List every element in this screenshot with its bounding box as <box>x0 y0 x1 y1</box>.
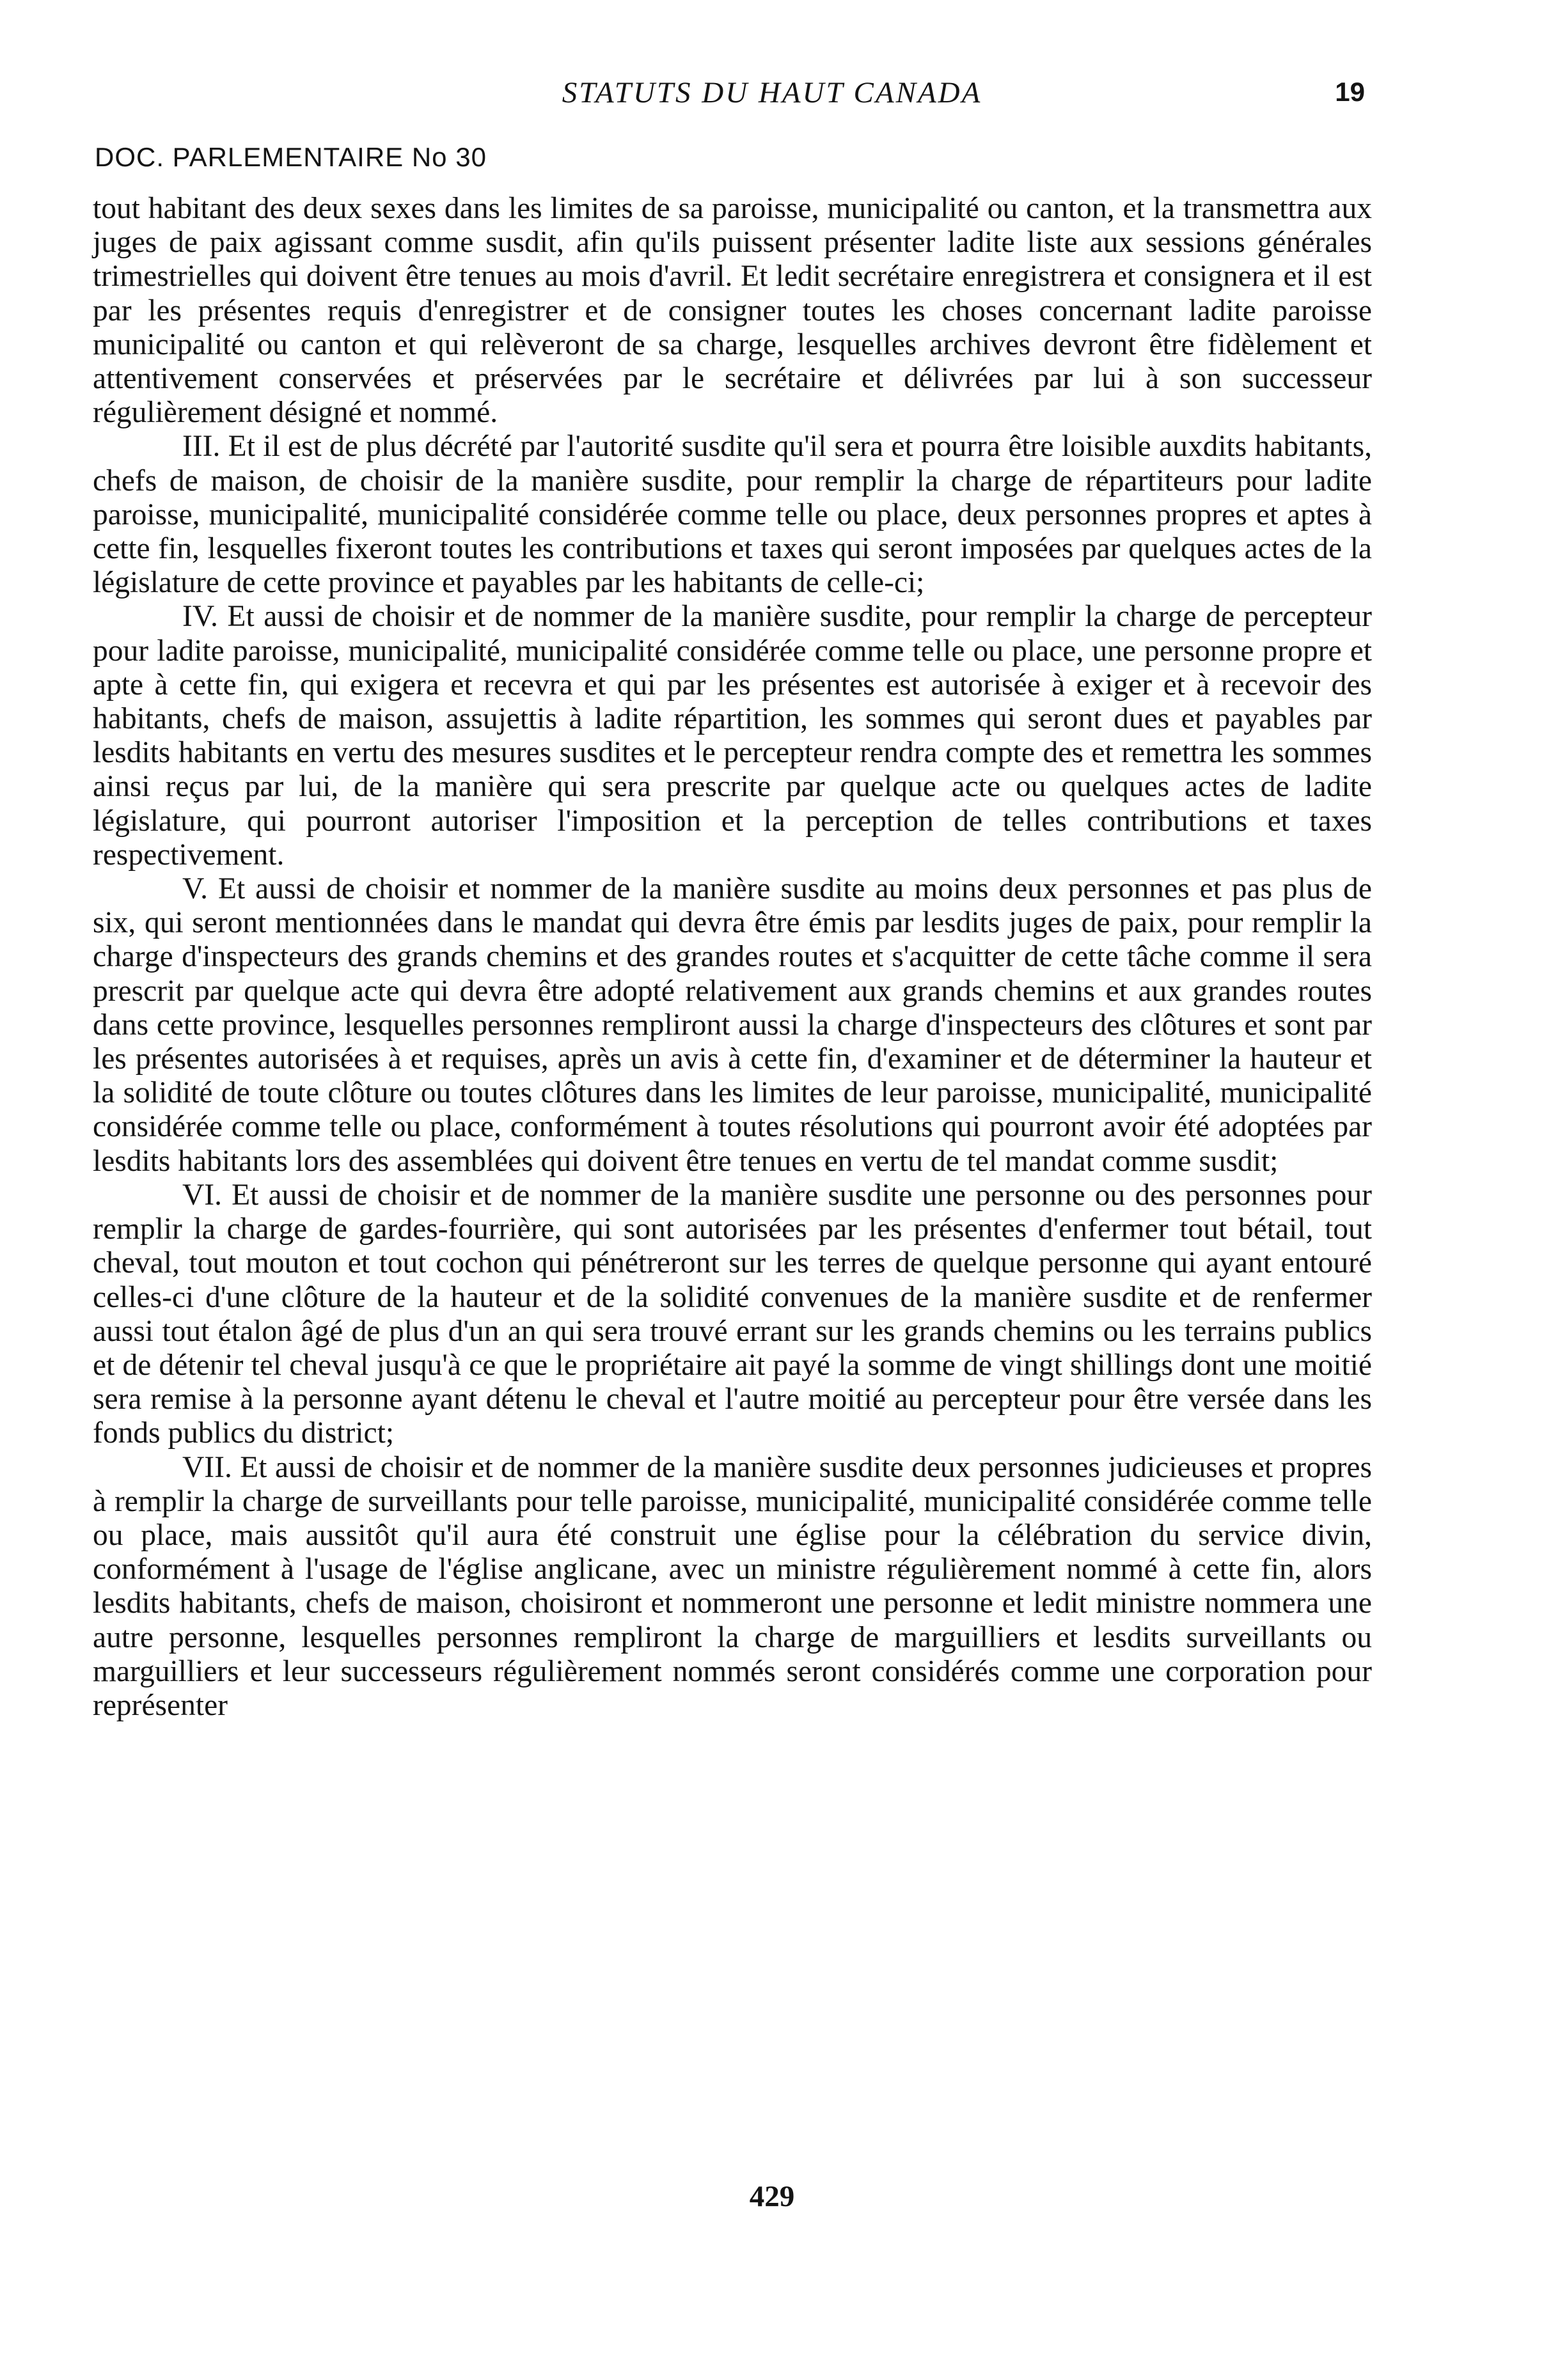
paragraph-continuation: tout habitant des deux sexes dans les limites de sa paroisse, municipalité ou canton, et la transmettra aux juges de paix agissant comme susdit, afin qu'ils puissent présenter ladite liste aux sessions générales trimestrielles qui doivent être tenues au mois d'avril. Et ledit secrétaire enregistrera et consignera et il est par les présentes requis d'enregistrer et de consigner toutes les choses concernant ladite paroisse municipalité ou canton et qui relèveront de sa charge, lesquelles archives devront être fidèlement et attentivement conservées et préservées par le secrétaire et délivrées par lui à son successeur régulièrement désigné et nommé. <box>93 192 1372 430</box>
paragraph-section-iii: III. Et il est de plus décrété par l'autorité susdite qu'il sera et pourra être loisible auxdits habitants, chefs de maison, de choisir de la manière susdite, pour remplir la charge de répartiteurs pour ladite paroisse, municipalité, municipalité considérée comme telle ou place, deux personnes propres et aptes à cette fin, lesquelles fixeront toutes les contributions et taxes qui seront imposées par quelques actes de la législature de cette province et payables par les habitants de celle-ci; <box>93 430 1372 600</box>
paragraph-section-v: V. Et aussi de choisir et nommer de la manière susdite au moins deux personnes et pas plus de six, qui seront mentionnées dans le mandat qui devra être émis par lesdits juges de paix, pour remplir la charge d'inspecteurs des grands chemins et des grandes routes et s'acquitter de cette tâche comme il sera prescrit par quelque acte qui devra être adopté relativement aux grands chemins et aux grandes routes dans cette province, lesquelles personnes rempliront aussi la charge d'inspecteurs des clôtures et sont par les présentes autorisées à et requises, après un avis à cette fin, d'examiner et de déterminer la hauteur et la solidité de toute clôture ou toutes clôtures dans les limites de leur paroisse, municipalité, municipalité considérée comme telle ou place, conformément à toutes résolutions qui pourront avoir été adoptées par lesdits habitants lors des assemblées qui doivent être tenues en vertu de tel mandat comme susdit; <box>93 872 1372 1178</box>
document-reference: DOC. PARLEMENTAIRE No 30 <box>95 142 487 172</box>
page-number-bottom: 429 <box>749 2180 795 2213</box>
paragraph-section-vi: VI. Et aussi de choisir et de nommer de la manière susdite une personne ou des personnes pour remplir la charge de gardes-fourrière, qui sont autorisées par les présentes d'enfermer tout bétail, tout cheval, tout mouton et tout cochon qui pénétreront sur les terres de quelque personne qui ayant entouré celles-ci d'une clôture de la hauteur et de la solidité convenues de la manière susdite et de renfermer aussi tout étalon âgé de plus d'un an qui sera trouvé errant sur les grands chemins ou les terrains publics et de détenir tel cheval jusqu'à ce que le propriétaire ait payé la somme de vingt shillings dont une moitié sera remise à la personne ayant détenu le cheval et l'autre moitié au percepteur pour être versée dans les fonds publics du district; <box>93 1178 1372 1450</box>
paragraph-section-iv: IV. Et aussi de choisir et de nommer de la manière susdite, pour remplir la charge de percepteur pour ladite paroisse, municipalité, municipalité considérée comme telle ou place, une personne propre et apte à cette fin, qui exigera et recevra et qui par les présentes est autorisée à exiger et à recevoir des habitants, chefs de maison, assujettis à ladite répartition, les sommes qui seront dues et payables par lesdits habitants en vertu des mesures susdites et le percepteur rendra compte des et remettra les sommes ainsi reçus par lui, de la manière qui sera prescrite par quelque acte ou quelques actes de ladite législature, qui pourront autoriser l'imposition et la perception de telles contributions et taxes respectivement. <box>93 600 1372 872</box>
running-title: STATUTS DU HAUT CANADA <box>562 76 982 109</box>
paragraph-section-vii: VII. Et aussi de choisir et de nommer de la manière susdite deux personnes judicieuses et propres à remplir la charge de surveillants pour telle paroisse, municipalité, municipalité considérée comme telle ou place, mais aussitôt qu'il aura été construit une église pour la célébration du service divin, conformément à l'usage de l'église anglicane, avec un ministre régulièrement nommé à cette fin, alors lesdits habitants, chefs de maison, choisiront et nommeront une personne et ledit ministre nommera une autre personne, lesquelles personnes rempliront la charge de marguilliers et lesdits surveillants ou marguilliers et leur successeurs régulièrement nommés seront considérés comme une corporation pour représenter <box>93 1450 1372 1722</box>
page-number-top: 19 <box>1335 77 1365 107</box>
body-text <box>93 192 1372 1723</box>
